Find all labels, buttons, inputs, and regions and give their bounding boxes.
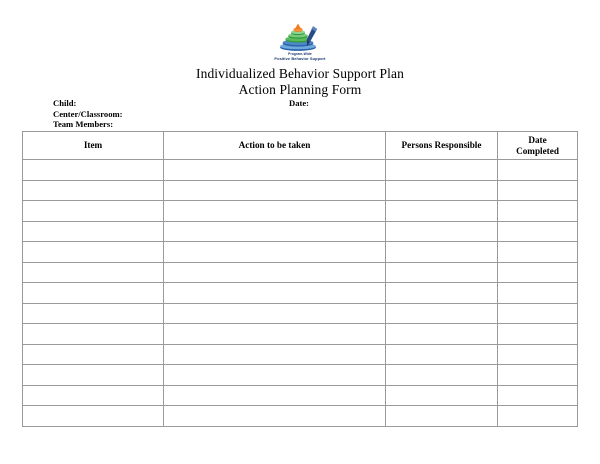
table-cell-item[interactable] xyxy=(23,221,164,242)
table-cell-action[interactable] xyxy=(164,344,386,365)
table-cell-date-completed[interactable] xyxy=(498,365,578,386)
table-row xyxy=(23,406,578,427)
date-label: Date: xyxy=(289,98,310,108)
table-row xyxy=(23,385,578,406)
table-cell-date-completed[interactable] xyxy=(498,262,578,283)
logo-text-line1: Program-Wide xyxy=(288,52,312,56)
table-cell-persons-responsible[interactable] xyxy=(386,324,498,345)
page-subtitle: Action Planning Form xyxy=(238,82,362,97)
table-header-row xyxy=(23,132,578,160)
table-cell-item[interactable] xyxy=(23,406,164,427)
action-planning-table-wrapper xyxy=(22,131,577,427)
table-cell-date-completed[interactable] xyxy=(498,324,578,345)
table-cell-persons-responsible[interactable] xyxy=(386,262,498,283)
table-cell-date-completed[interactable] xyxy=(498,201,578,222)
table-cell-date-completed[interactable] xyxy=(498,406,578,427)
table-cell-item[interactable] xyxy=(23,303,164,324)
table-cell-action[interactable] xyxy=(164,324,386,345)
table-row xyxy=(23,344,578,365)
table-cell-persons-responsible[interactable] xyxy=(386,160,498,181)
column-header-item xyxy=(23,132,164,160)
table-row xyxy=(23,221,578,242)
logo-text xyxy=(274,53,325,61)
table-cell-date-completed[interactable] xyxy=(498,242,578,263)
table-cell-date-completed[interactable] xyxy=(498,221,578,242)
child-label: Child: xyxy=(53,98,77,108)
table-cell-action[interactable] xyxy=(164,221,386,242)
table-cell-item[interactable] xyxy=(23,283,164,304)
table-cell-item[interactable] xyxy=(23,242,164,263)
table-cell-date-completed[interactable] xyxy=(498,283,578,304)
table-row xyxy=(23,262,578,283)
table-cell-persons-responsible[interactable] xyxy=(386,385,498,406)
center-classroom-label: Center/Classroom: xyxy=(53,108,123,119)
table-cell-item[interactable] xyxy=(23,160,164,181)
table-cell-action[interactable] xyxy=(164,242,386,263)
table-cell-persons-responsible[interactable] xyxy=(386,344,498,365)
table-cell-persons-responsible[interactable] xyxy=(386,242,498,263)
table-cell-persons-responsible[interactable] xyxy=(386,221,498,242)
logo-text-line2: Positive Behavior Support xyxy=(274,55,326,61)
column-header-date-completed xyxy=(498,132,578,160)
table-cell-item[interactable] xyxy=(23,365,164,386)
table-cell-action[interactable] xyxy=(164,201,386,222)
table-row xyxy=(23,180,578,201)
column-header-persons-line1: Persons Responsible xyxy=(401,140,482,151)
page-title: Individualized Behavior Support Plan xyxy=(196,66,404,81)
table-cell-item[interactable] xyxy=(23,385,164,406)
table-body xyxy=(23,160,578,427)
column-header-action xyxy=(164,132,386,160)
table-cell-persons-responsible[interactable] xyxy=(386,201,498,222)
table-cell-item[interactable] xyxy=(23,344,164,365)
table-row xyxy=(23,324,578,345)
column-header-date-line2: Completed xyxy=(516,145,559,156)
table-cell-action[interactable] xyxy=(164,406,386,427)
table-cell-persons-responsible[interactable] xyxy=(386,406,498,427)
table-cell-date-completed[interactable] xyxy=(498,160,578,181)
table-cell-action[interactable] xyxy=(164,180,386,201)
table-cell-action[interactable] xyxy=(164,160,386,181)
program-wide-pbs-logo-icon xyxy=(278,22,322,52)
table-cell-date-completed[interactable] xyxy=(498,385,578,406)
table-cell-persons-responsible[interactable] xyxy=(386,180,498,201)
table-cell-action[interactable] xyxy=(164,262,386,283)
column-header-date-line1: Date xyxy=(528,135,547,145)
table-row xyxy=(23,201,578,222)
table-row xyxy=(23,283,578,304)
table-cell-date-completed[interactable] xyxy=(498,303,578,324)
column-header-persons-responsible xyxy=(386,132,498,160)
table-row xyxy=(23,365,578,386)
table-cell-item[interactable] xyxy=(23,262,164,283)
form-fields xyxy=(53,98,123,130)
table-row xyxy=(23,160,578,181)
table-cell-persons-responsible[interactable] xyxy=(386,365,498,386)
table-cell-item[interactable] xyxy=(23,180,164,201)
table-cell-date-completed[interactable] xyxy=(498,180,578,201)
table-cell-item[interactable] xyxy=(23,201,164,222)
action-planning-table xyxy=(22,131,578,427)
table-cell-action[interactable] xyxy=(164,385,386,406)
table-row xyxy=(23,303,578,324)
table-cell-persons-responsible[interactable] xyxy=(386,303,498,324)
column-header-action-line1: Action to be taken xyxy=(238,140,311,151)
logo xyxy=(0,22,600,61)
table-cell-action[interactable] xyxy=(164,365,386,386)
column-header-item-line1: Item xyxy=(83,140,103,151)
table-cell-action[interactable] xyxy=(164,283,386,304)
table-cell-action[interactable] xyxy=(164,303,386,324)
team-members-label: Team Members: xyxy=(53,119,114,130)
table-cell-persons-responsible[interactable] xyxy=(386,283,498,304)
table-row xyxy=(23,242,578,263)
table-cell-date-completed[interactable] xyxy=(498,344,578,365)
table-cell-item[interactable] xyxy=(23,324,164,345)
